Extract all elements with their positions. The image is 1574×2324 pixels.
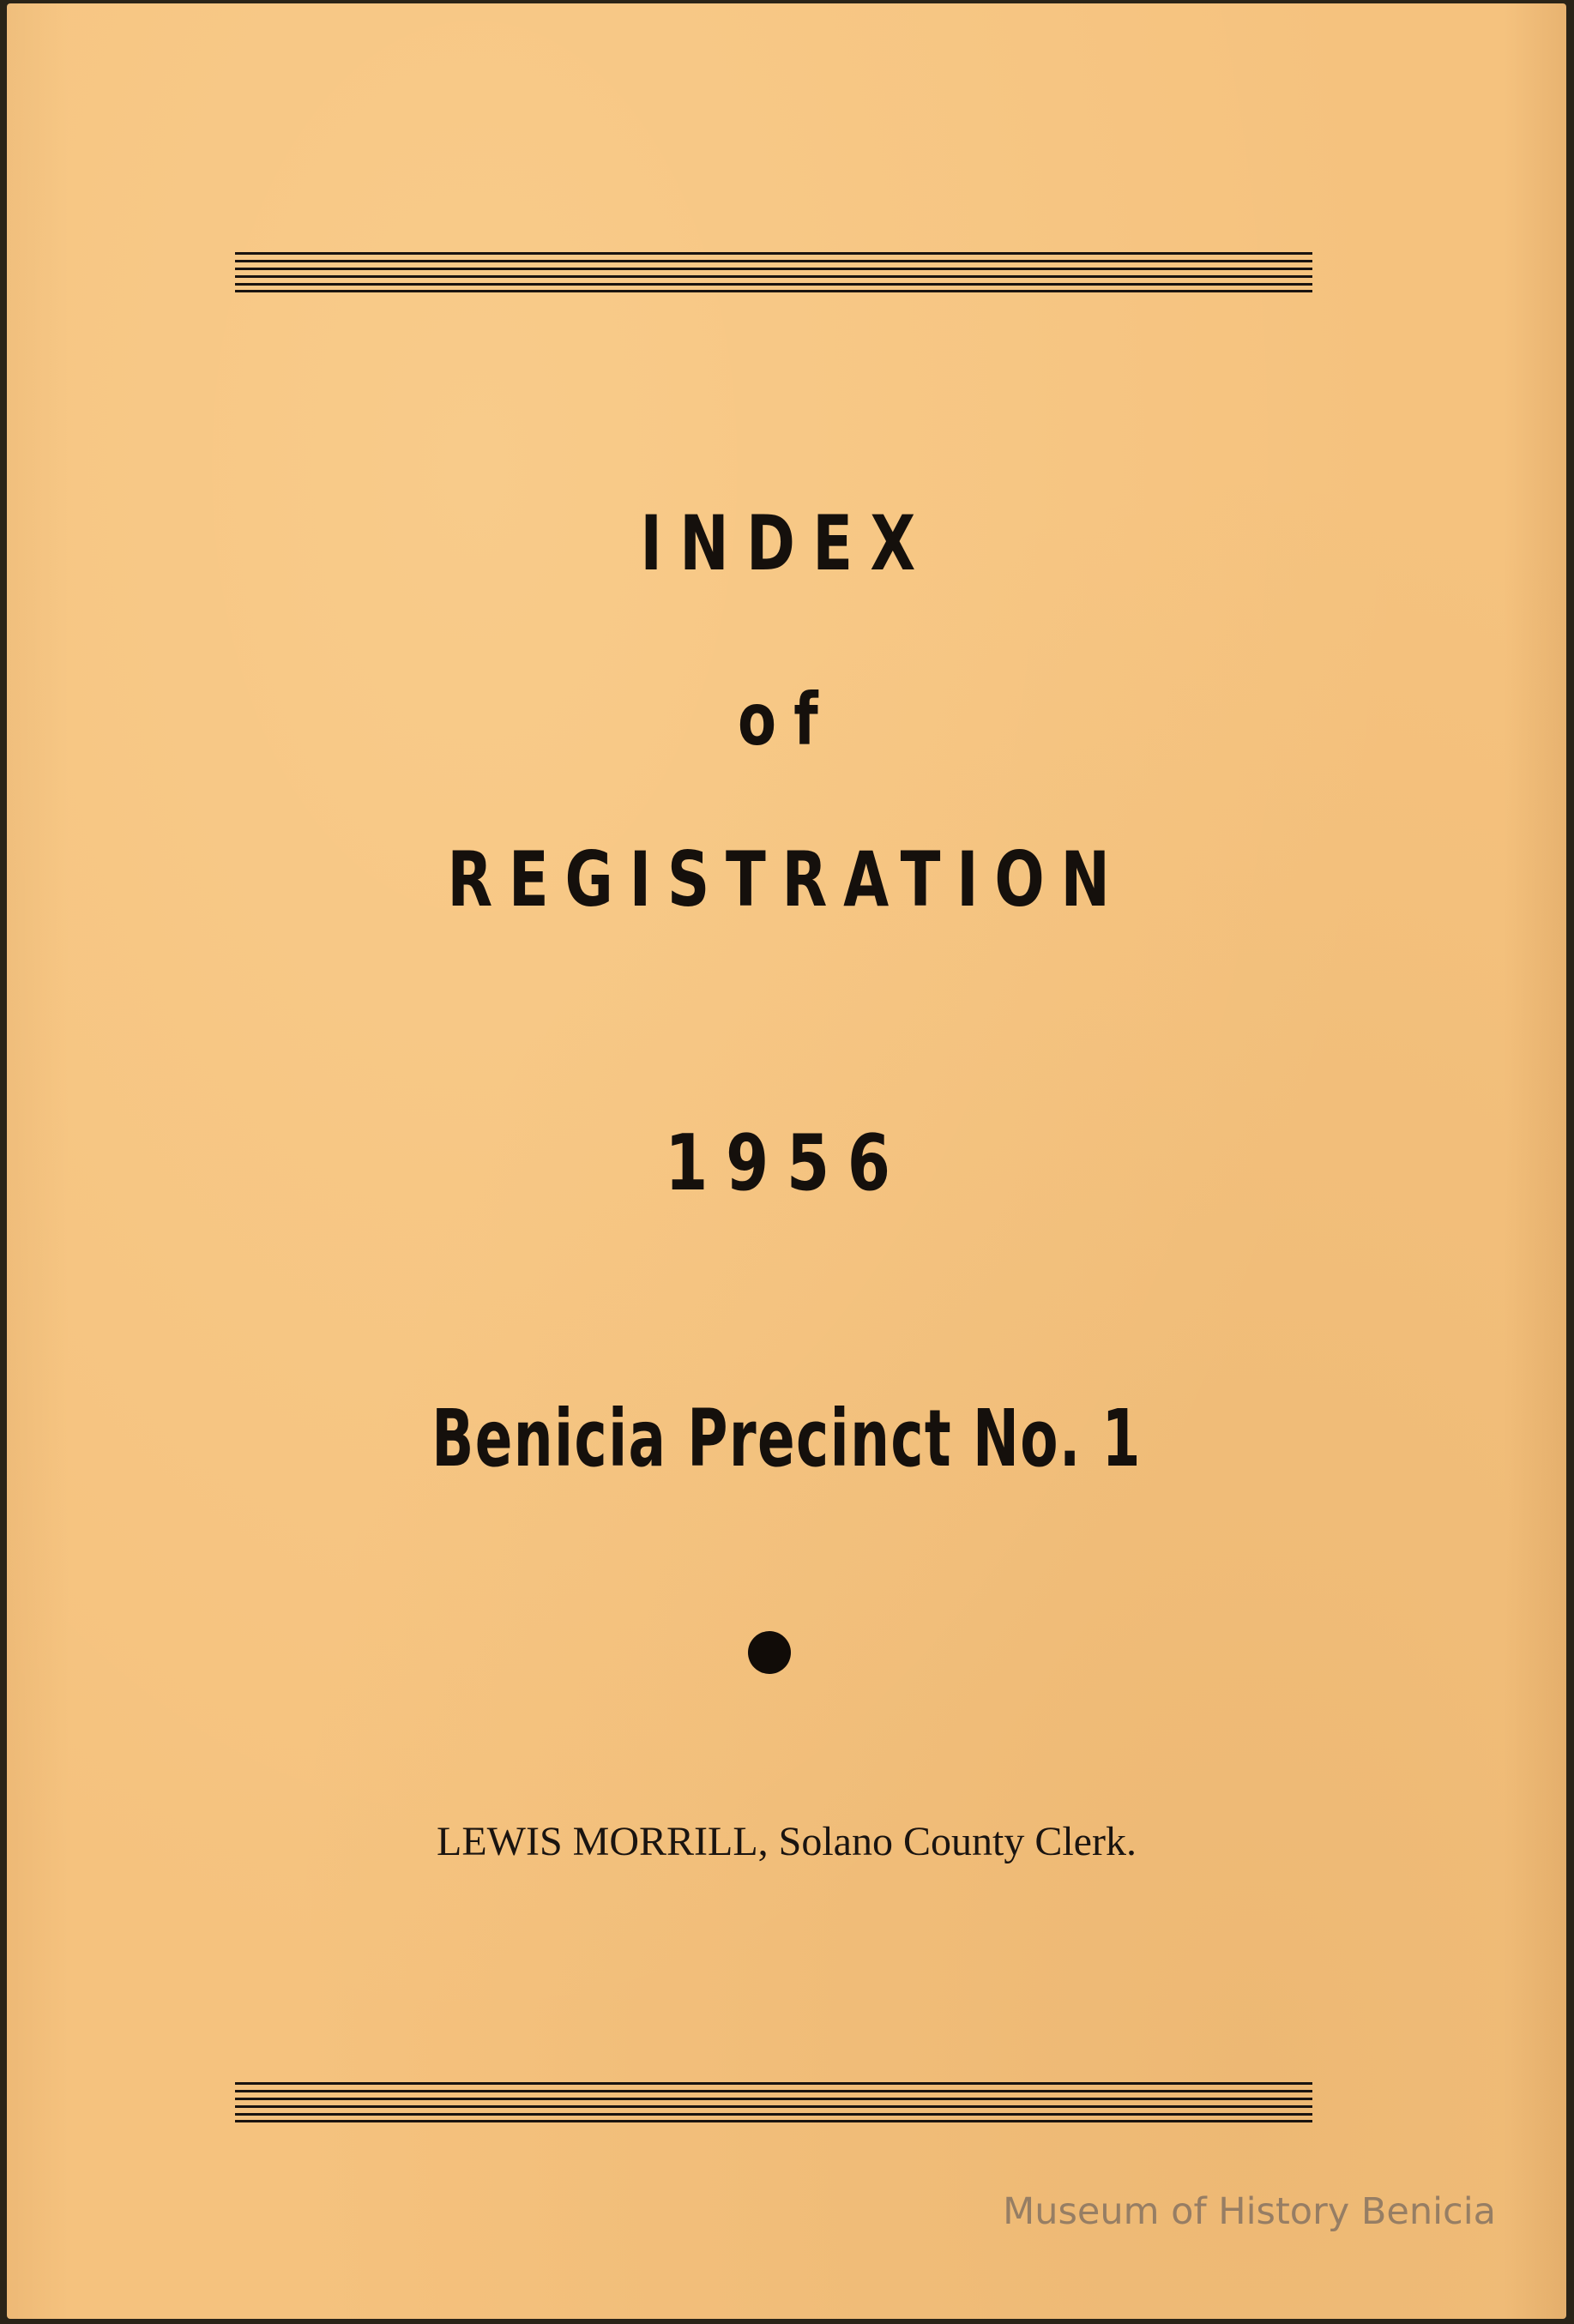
title-registration: REGISTRATION [447,835,1126,924]
county-clerk-line: LEWIS MORRILL, Solano County Clerk. [437,1819,1137,1864]
title-index: INDEX [640,499,933,587]
bullet-dot [748,1631,791,1674]
precinct-heading: Benicia Precinct No. 1 [431,1393,1142,1484]
booklet-cover [7,3,1566,2319]
bottom-decorative-rule [235,2082,1312,2123]
title-of: of [737,677,836,762]
museum-watermark: Museum of History Benicia [1003,2190,1496,2233]
top-decorative-rule [235,252,1312,293]
year: 1956 [665,1118,908,1208]
